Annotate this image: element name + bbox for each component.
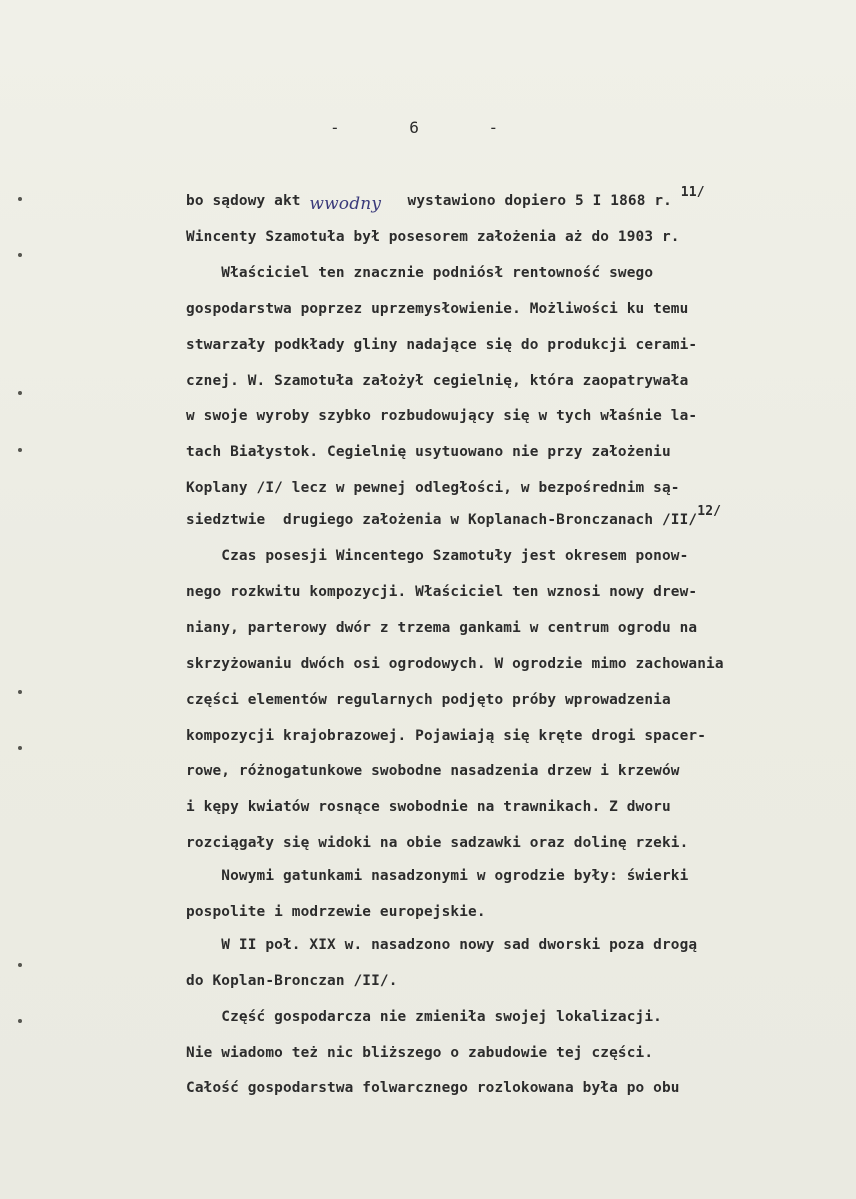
footnote-ref: 11/ <box>680 185 705 200</box>
text-line: tach Białystok. Cegielnię usytuowano nie przy założeniu <box>186 444 671 460</box>
text-line: bo sądowy akt wwodny wystawiono dopiero 5 I 1868 r. 11/ <box>186 185 705 214</box>
text-line: W II poł. XIX w. nasadzono nowy sad dworski poza drogą <box>186 937 698 953</box>
text-line: rozciągały się widoki na obie sadzawki oraz dolinę rzeki. <box>186 835 689 851</box>
text-line: Wincenty Szamotuła był posesorem założenia aż do 1903 r. <box>186 229 680 245</box>
text-line: części elementów regularnych podjęto próby wprowadzenia <box>186 692 671 708</box>
text-line: Część gospodarcza nie zmieniła swojej lokalizacji. <box>186 1009 662 1025</box>
punch-hole <box>18 448 22 452</box>
footnote-ref: 12/ <box>697 504 722 519</box>
text-line: Właściciel ten znacznie podniósł rentowność swego <box>186 265 654 281</box>
text-line: pospolite i modrzewie europejskie. <box>186 904 486 920</box>
text-line: Nie wiadomo też nic bliższego o zabudowie tej części. <box>186 1045 654 1061</box>
text-line: cznej. W. Szamotuła założył cegielnię, która zaopatrywała <box>186 373 689 389</box>
text-line: stwarzały podkłady gliny nadające się do produkcji cerami- <box>186 337 698 353</box>
text-line: siedztwie drugiego założenia w Koplanach-Bronczanach /II/12/ <box>186 504 722 528</box>
page-number: - 6 - <box>330 118 529 137</box>
text-line: niany, parterowy dwór z trzema gankami w centrum ogrodu na <box>186 620 698 636</box>
punch-hole <box>18 1019 22 1023</box>
text-line: skrzyżowaniu dwóch osi ogrodowych. W ogrodzie mimo zachowania <box>186 656 724 672</box>
punch-hole <box>18 197 22 201</box>
text-line: nego rozkwitu kompozycji. Właściciel ten wznosi nowy drew- <box>186 584 698 600</box>
punch-hole <box>18 253 22 257</box>
punch-hole <box>18 690 22 694</box>
text-line: Czas posesji Wincentego Szamotuły jest okresem ponow- <box>186 548 689 564</box>
text-line: Nowymi gatunkami nasadzonymi w ogrodzie były: świerki <box>186 868 689 884</box>
text-line: w swoje wyroby szybko rozbudowujący się w tych właśnie la- <box>186 408 698 424</box>
text-line: gospodarstwa poprzez uprzemysłowienie. Możliwości ku temu <box>186 301 689 317</box>
text-line: Koplany /I/ lecz w pewnej odległości, w bezpośrednim są- <box>186 480 680 496</box>
text-line: Całość gospodarstwa folwarcznego rozlokowana była po obu <box>186 1080 680 1096</box>
text-line: kompozycji krajobrazowej. Pojawiają się kręte drogi spacer- <box>186 728 707 744</box>
punch-hole <box>18 963 22 967</box>
text-line: i kępy kwiatów rosnące swobodnie na trawnikach. Z dworu <box>186 799 671 815</box>
text-line: do Koplan-Bronczan /II/. <box>186 973 398 989</box>
punch-hole <box>18 391 22 395</box>
punch-hole <box>18 746 22 750</box>
handwritten-annotation: wwodny <box>309 194 382 214</box>
text-line: rowe, różnogatunkowe swobodne nasadzenia drzew i krzewów <box>186 763 680 779</box>
